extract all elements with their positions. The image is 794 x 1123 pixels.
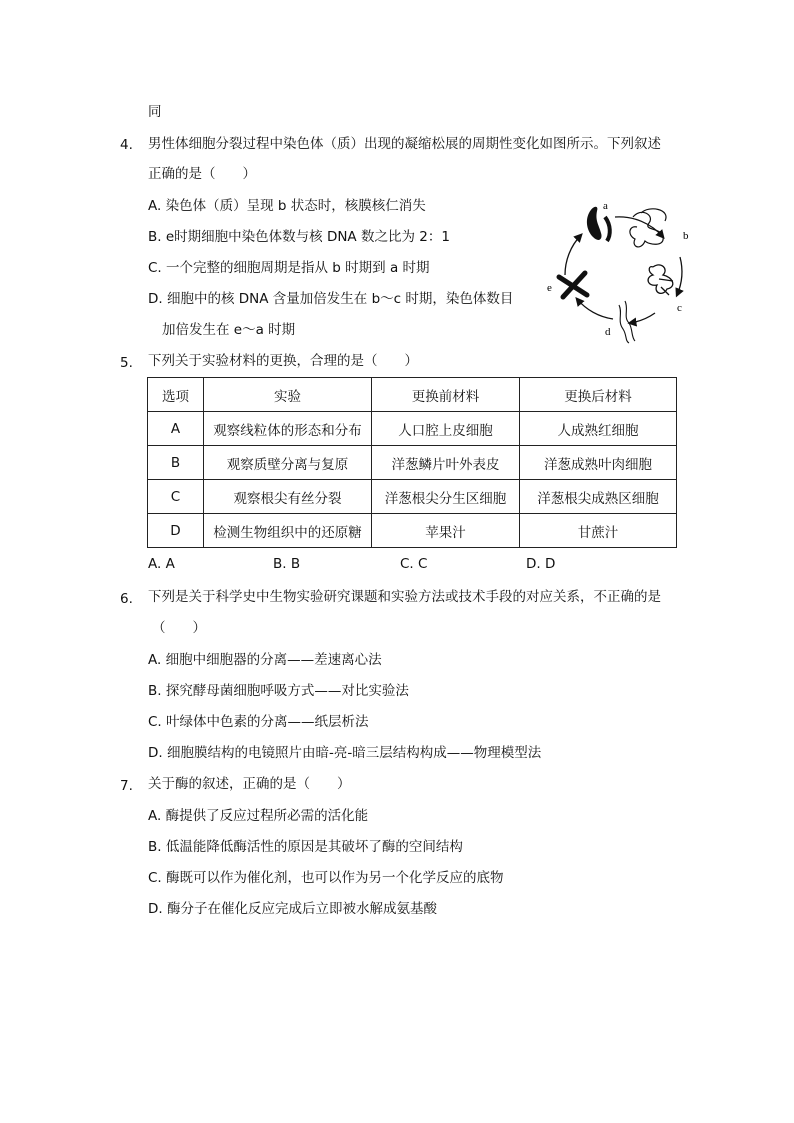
answer-option-c: C. C [400,556,428,572]
cycle-arrow [677,257,682,295]
table-cell: 洋葱成熟叶肉细胞 [520,446,677,480]
table-header-row [148,378,677,412]
table-header: 更换后材料 [520,378,677,412]
option-c: C. 一个完整的细胞周期是指从 b 时期到 a 时期 [148,260,430,276]
question-number: 5. [120,355,133,371]
option-d: D. 细胞膜结构的电镜照片由暗-亮-暗三层结构构成——物理模型法 [148,745,542,761]
chromosome-cycle-figure [545,195,695,345]
option-a: A. 染色体（质）呈现 b 状态时，核膜核仁消失 [148,198,426,214]
materials-table [147,377,677,548]
chromatin-b [630,212,663,247]
table-row [148,480,677,514]
table-cell: 洋葱鳞片叶外表皮 [372,446,520,480]
chromatin-d [625,301,635,341]
option-a: A. 细胞中细胞器的分离——差速离心法 [148,652,382,668]
table-header: 选项 [148,378,204,412]
question-stem: 下列关于实验材料的更换，合理的是（ ） [148,353,418,369]
option-b: B. 探究酵母菌细胞呼吸方式——对比实验法 [148,683,409,699]
table-cell: D [148,514,204,548]
table-header: 实验 [204,378,372,412]
option-d-cont: 加倍发生在 e～a 时期 [162,322,296,338]
chromatin-d [619,305,629,343]
label-c: c [677,302,682,314]
table-cell: 检测生物组织中的还原糖 [204,514,372,548]
label-d: d [605,326,611,338]
table-cell: 观察根尖有丝分裂 [204,480,372,514]
label-a: a [603,200,608,212]
chromatin-b [641,209,666,221]
chromosome-a [587,207,602,240]
option-b: B. e时期细胞中染色体数与核 DNA 数之比为 2：1 [148,229,450,245]
option-d: D. 细胞中的核 DNA 含量加倍发生在 b～c 时期，染色体数目 [148,291,514,307]
table-cell: 人口腔上皮细胞 [372,412,520,446]
answer-option-a: A. A [148,556,175,572]
question-stem-cont: 正确的是（ ） [148,166,256,182]
option-c: C. 叶绿体中色素的分离——纸层析法 [148,714,369,730]
label-e: e [547,282,552,294]
cycle-arrow [630,313,655,323]
table-cell: 人成熟红细胞 [520,412,677,446]
table-row [148,412,677,446]
cycle-arrow [577,299,613,319]
question-stem: 男性体细胞分裂过程中染色体（质）出现的凝缩松展的周期性变化如图所示。下列叙述 [148,136,661,152]
table-row [148,514,677,548]
option-a: A. 酶提供了反应过程所必需的活化能 [148,808,369,824]
table-cell: B [148,446,204,480]
table-cell: 洋葱根尖分生区细胞 [372,480,520,514]
question-stem-cont: （ ） [152,620,206,636]
table-cell: A [148,412,204,446]
answer-option-d: D. D [526,556,556,572]
table-cell: 甘蔗汁 [520,514,677,548]
table-cell: 观察线粒体的形态和分布 [204,412,372,446]
option-b: B. 低温能降低酶活性的原因是其破坏了酶的空间结构 [148,839,463,855]
question-number: 4. [120,137,133,153]
table-cell: C [148,480,204,514]
question-stem: 下列是关于科学史中生物实验研究课题和实验方法或技术手段的对应关系，不正确的是 [148,589,661,605]
question-number: 6. [120,591,133,607]
cycle-arrow [565,235,581,275]
answer-option-b: B. B [273,556,301,572]
question-number: 7. [120,778,133,794]
continuation-text: 同 [148,104,162,120]
option-c: C. 酶既可以作为催化剂，也可以作为另一个化学反应的底物 [148,870,504,886]
cycle-arrow [615,217,663,237]
table-row [148,446,677,480]
chromosome-a [605,217,610,241]
table-header: 更换前材料 [372,378,520,412]
table-cell: 苹果汁 [372,514,520,548]
table-cell: 观察质壁分离与复原 [204,446,372,480]
table-cell: 洋葱根尖成熟区细胞 [520,480,677,514]
label-b: b [683,230,689,242]
option-d: D. 酶分子在催化反应完成后立即被水解成氨基酸 [148,901,437,917]
question-stem: 关于酶的叙述，正确的是（ ） [148,776,351,792]
